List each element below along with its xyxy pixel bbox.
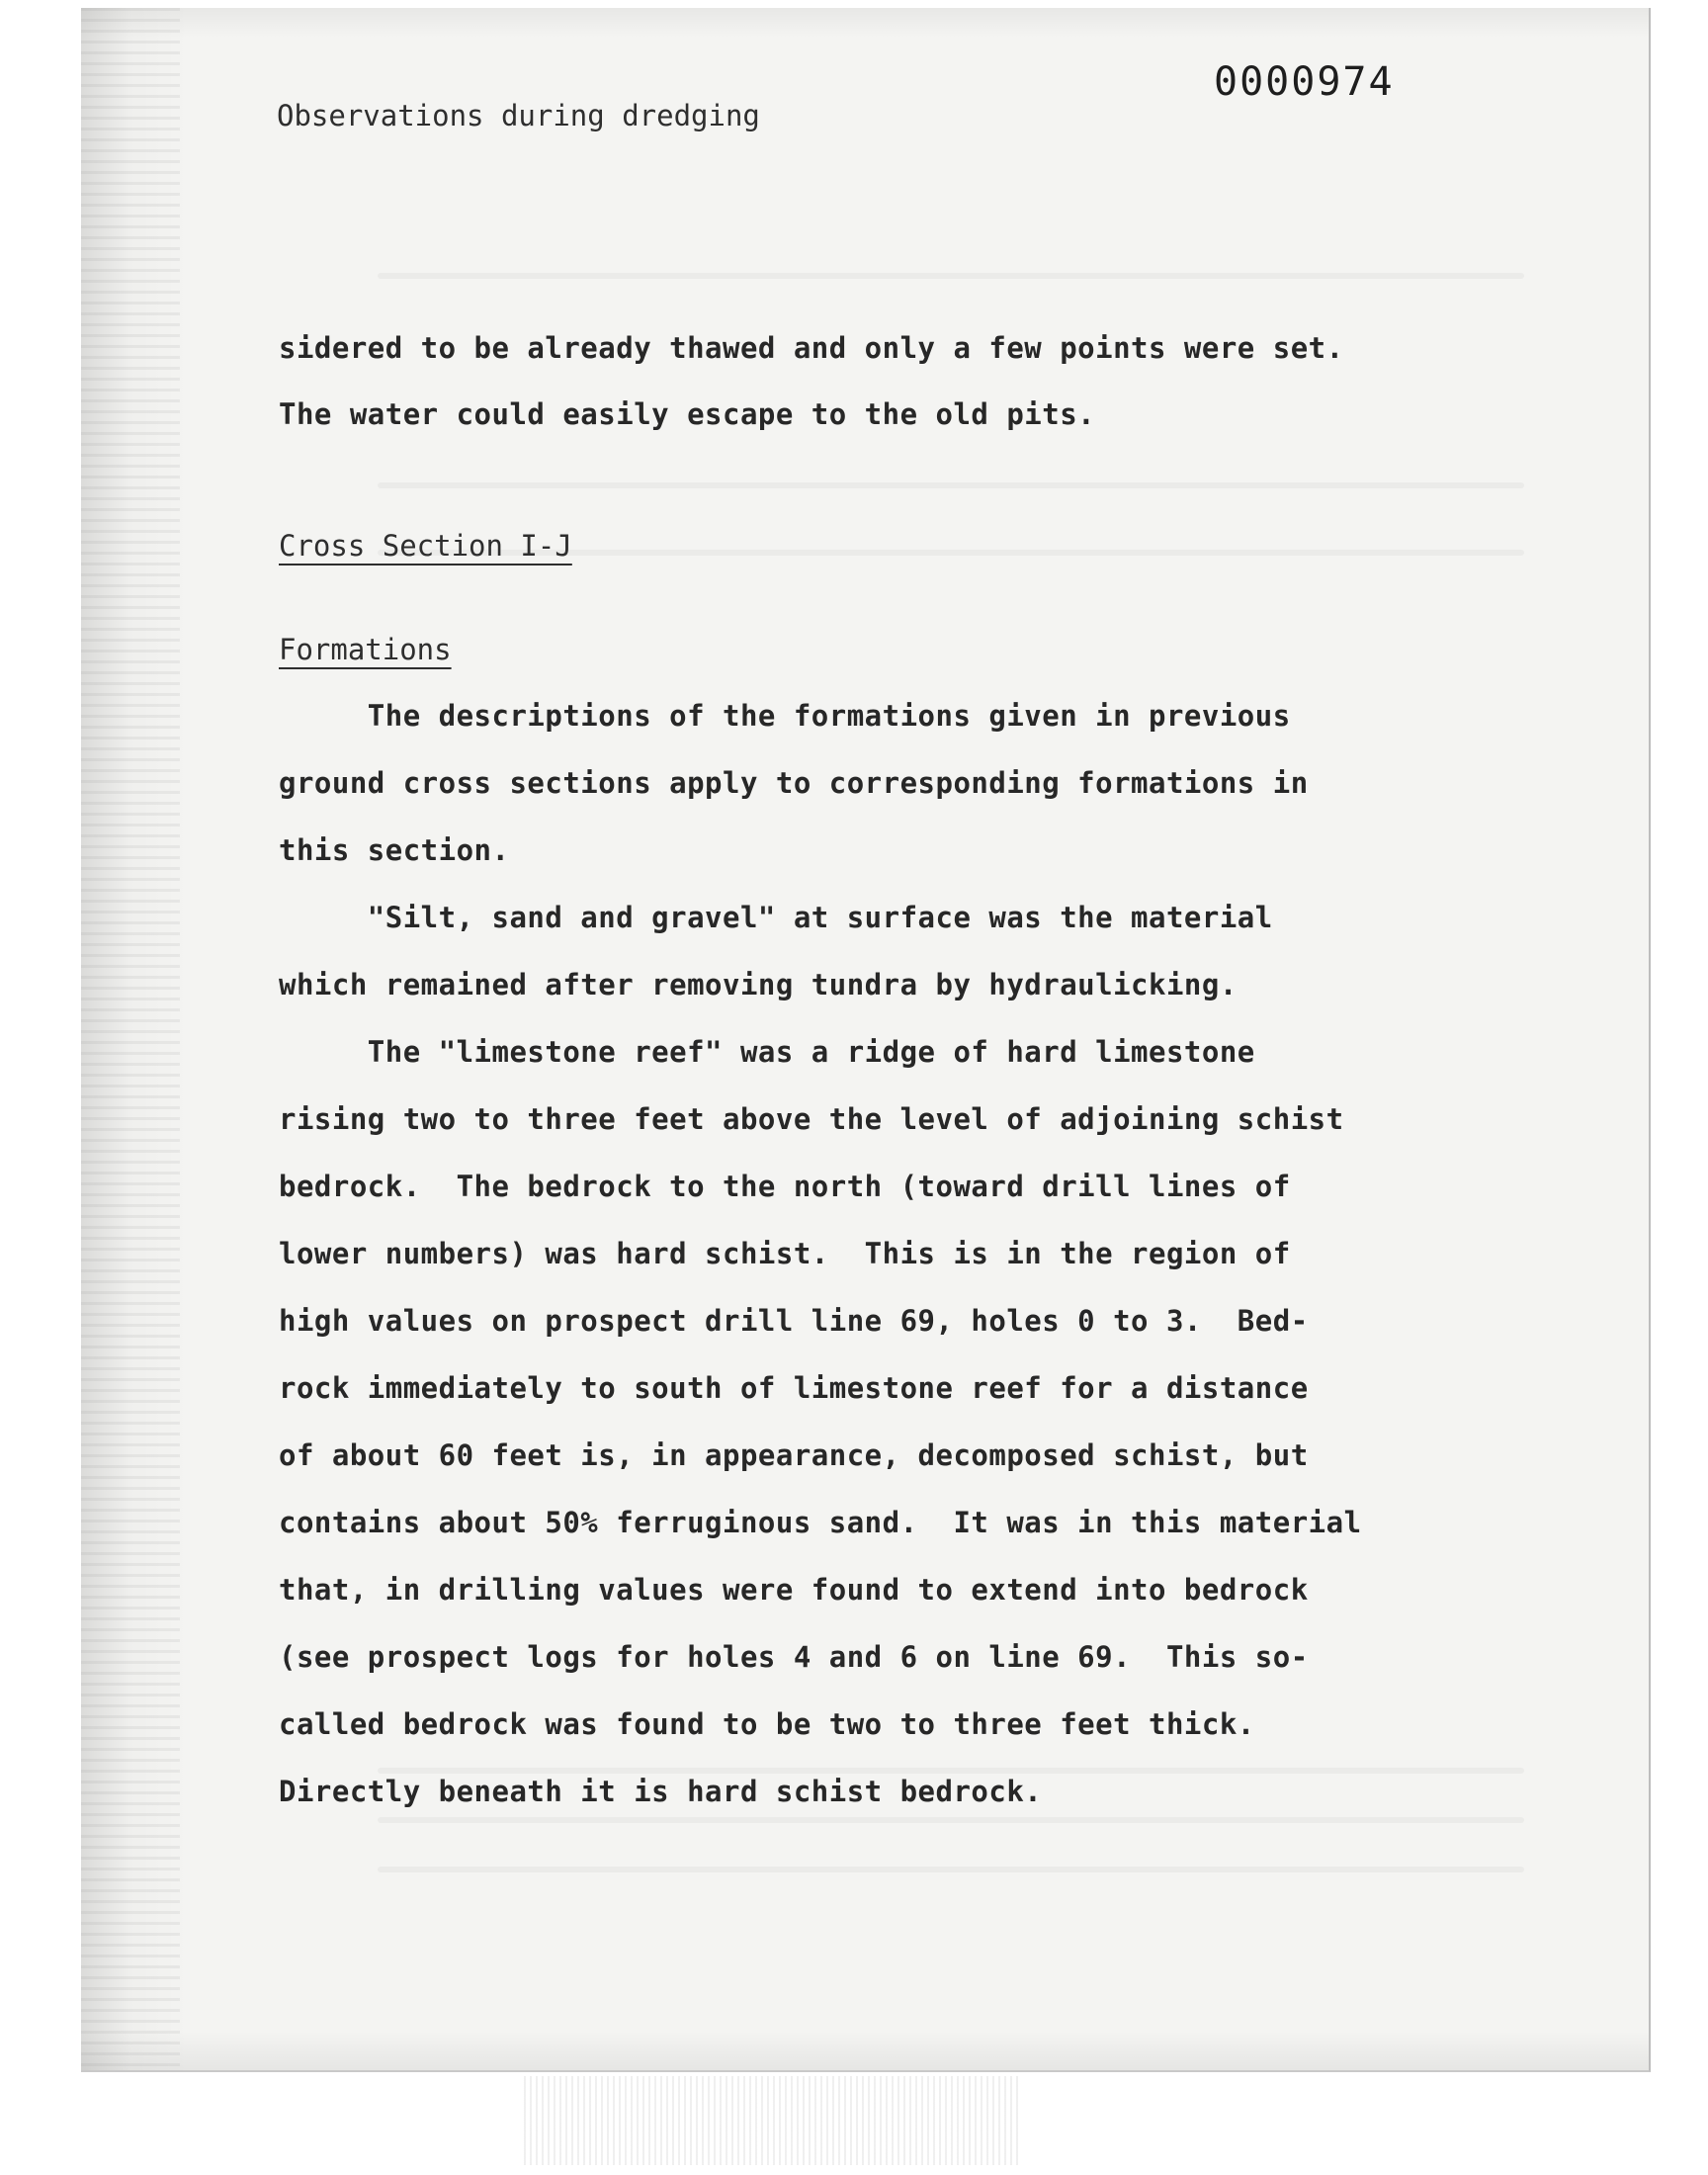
text-line: that, in drilling values were found to extend into bedrock bbox=[279, 1573, 1309, 1607]
text-line: which remained after removing tundra by hydraulicking. bbox=[279, 968, 1238, 1001]
binding-edge bbox=[81, 8, 180, 2070]
bleed-through-mark bbox=[378, 273, 1524, 279]
text-line: ground cross sections apply to corresponding formations in bbox=[279, 766, 1309, 800]
text-line: The water could easily escape to the old pits. bbox=[279, 397, 1096, 431]
bleed-through-mark bbox=[378, 1867, 1524, 1872]
text-line: bedrock. The bedrock to the north (toward drill lines of bbox=[279, 1170, 1291, 1203]
text-line: called bedrock was found to be two to three feet thick. bbox=[279, 1707, 1255, 1741]
text-line: of about 60 feet is, in appearance, decomposed schist, but bbox=[279, 1438, 1309, 1472]
text-line: The "limestone reef" was a ridge of hard limestone bbox=[279, 1035, 1255, 1069]
text-line: contains about 50% ferruginous sand. It was in this material bbox=[279, 1506, 1362, 1539]
document-id-stamp: 0000974 bbox=[1214, 59, 1395, 105]
text-line: lower numbers) was hard schist. This is in the region of bbox=[279, 1237, 1291, 1270]
text-line: sidered to be already thawed and only a few points were set. bbox=[279, 331, 1344, 365]
text-line: The descriptions of the formations given in previous bbox=[279, 699, 1291, 733]
bleed-through-mark bbox=[378, 1768, 1524, 1774]
text-line: (see prospect logs for holes 4 and 6 on line 69. This so- bbox=[279, 1640, 1309, 1674]
text-line: high values on prospect drill line 69, holes 0 to 3. Bed- bbox=[279, 1304, 1309, 1338]
subsection-title: Formations bbox=[279, 633, 452, 666]
text-line: this section. bbox=[279, 833, 510, 867]
page-heading: Observations during dredging bbox=[277, 99, 760, 132]
text-line: "Silt, sand and gravel" at surface was the material bbox=[279, 901, 1273, 934]
bleed-through-mark bbox=[378, 482, 1524, 488]
section-title: Cross Section I-J bbox=[279, 529, 572, 563]
text-line: rising two to three feet above the level of adjoining schist bbox=[279, 1102, 1344, 1136]
text-line: Directly beneath it is hard schist bedrock. bbox=[279, 1775, 1043, 1808]
text-line: rock immediately to south of limestone reef for a distance bbox=[279, 1371, 1309, 1405]
scan-artifact bbox=[524, 2076, 1018, 2165]
bleed-through-mark bbox=[378, 1817, 1524, 1823]
